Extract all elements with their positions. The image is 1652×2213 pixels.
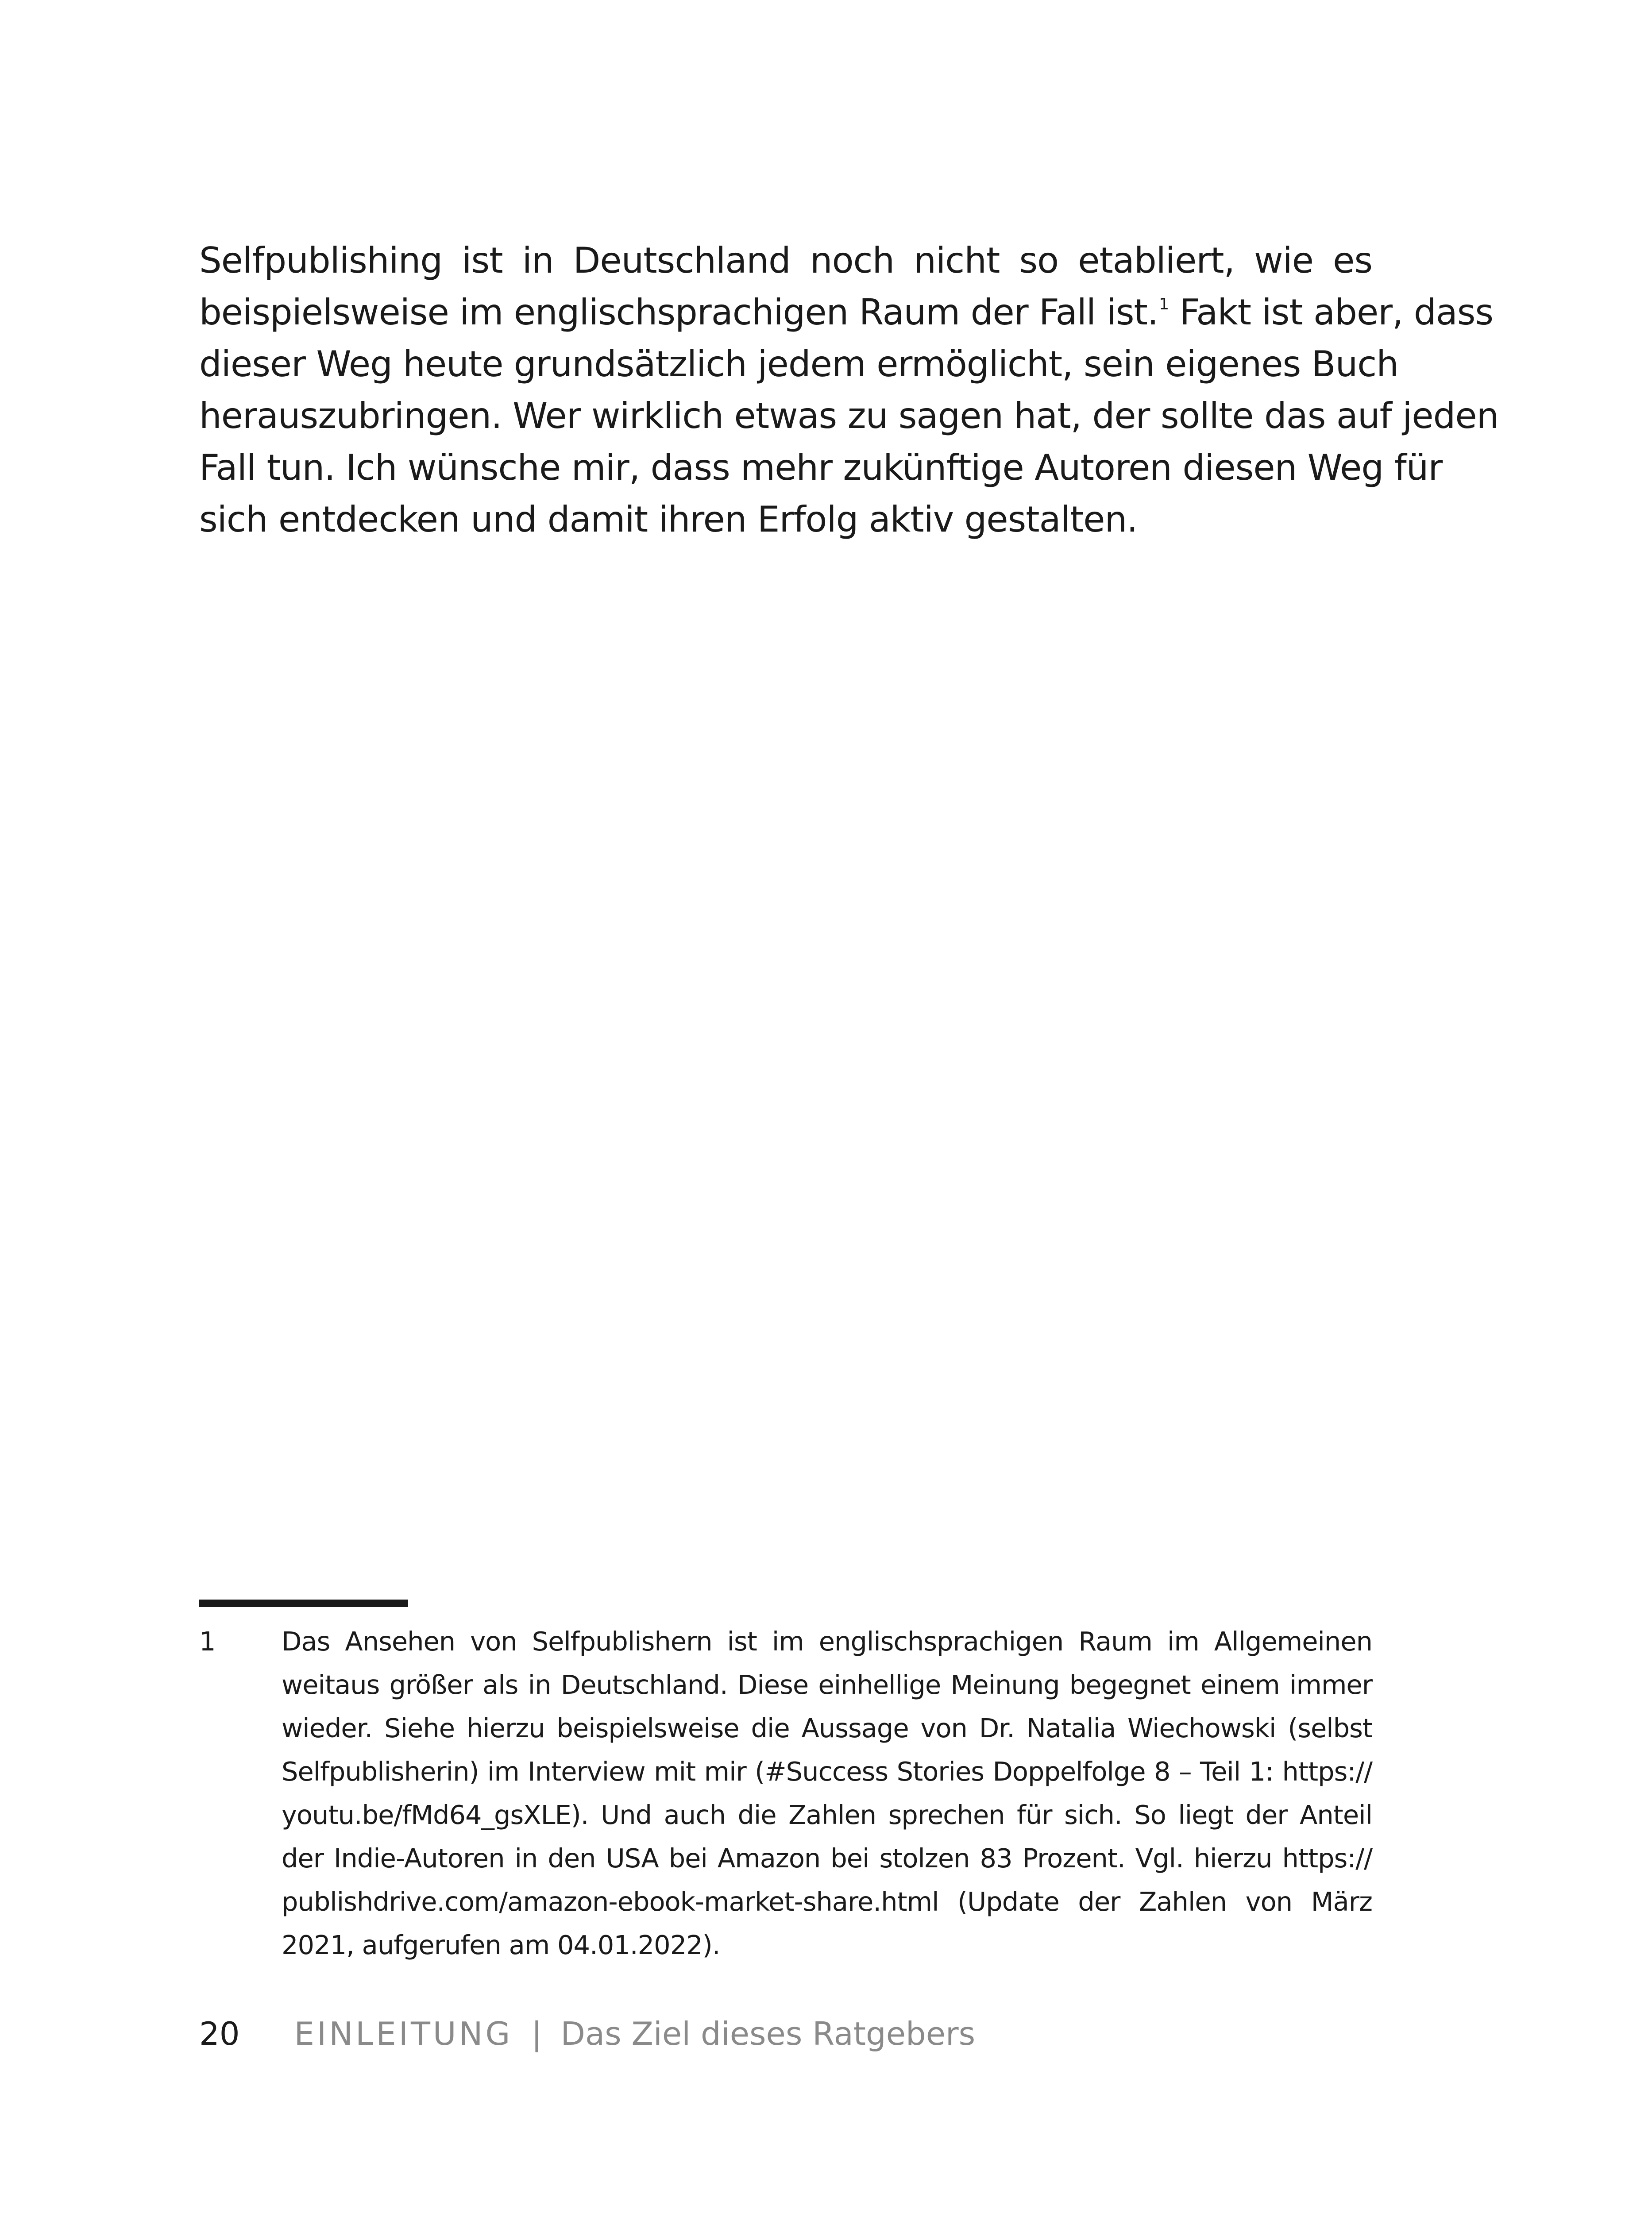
page-number: 20: [199, 2015, 240, 2052]
footnote-line: Selfpublisherin) im Interview mit mir (#Success Stories Doppelfolge 8 – Teil 1: https://: [282, 1756, 1372, 1787]
body-line: dieser Weg heute grundsätzlich jedem ermöglicht, sein eigenes Buch: [199, 343, 1398, 385]
body-line: [199, 286, 1494, 338]
footnote-line: Das Ansehen von Selfpublishern ist im englischsprachigen Raum im Allgemeinen: [282, 1626, 1372, 1657]
running-head-separator: |: [531, 2015, 542, 2052]
body-line-part: Fakt ist aber, dass: [1169, 292, 1494, 333]
body-paragraph: [199, 235, 1499, 545]
body-line: Selfpublishing ist in Deutschland noch nicht so etabliert, wie es: [199, 240, 1372, 281]
footnote-line: publishdrive.com/amazon-ebook-market-share.html (Update der Zahlen von März: [282, 1886, 1372, 1917]
body-line: sich entdecken und damit ihren Erfolg aktiv gestalten.: [199, 499, 1138, 540]
running-head: [294, 2015, 976, 2052]
footnote-number: 1: [199, 1626, 216, 1657]
chapter-title: EINLEITUNG: [294, 2015, 513, 2052]
section-title: Das Ziel dieses Ratgebers: [560, 2015, 976, 2052]
footnote-line: 2021, aufgerufen am 04.01.2022).: [282, 1930, 720, 1960]
footnote-line: youtu.be/fMd64_gsXLE). Und auch die Zahlen sprechen für sich. So liegt der Anteil: [282, 1800, 1372, 1830]
page-footer: [199, 2012, 975, 2056]
footnote-line: weitaus größer als in Deutschland. Diese einhellige Meinung begegnet einem immer: [282, 1669, 1372, 1700]
footnote-text: [282, 1620, 1372, 1967]
body-line: Fall tun. Ich wünsche mir, dass mehr zukünftige Autoren diesen Weg für: [199, 447, 1443, 488]
body-line: herauszubringen. Wer wirklich etwas zu sagen hat, der sollte das auf jeden: [199, 395, 1499, 436]
footnote-line: wieder. Siehe hierzu beispielsweise die Aussage von Dr. Natalia Wiechowski (selbst: [282, 1713, 1372, 1743]
footnote-reference[interactable]: 1: [1159, 295, 1169, 313]
body-line-part: beispielsweise im englischsprachigen Raum der Fall ist.: [199, 292, 1158, 333]
footnote-divider: [199, 1600, 408, 1607]
footnote-line: der Indie-Autoren in den USA bei Amazon bei stolzen 83 Prozent. Vgl. hierzu https://: [282, 1843, 1372, 1874]
